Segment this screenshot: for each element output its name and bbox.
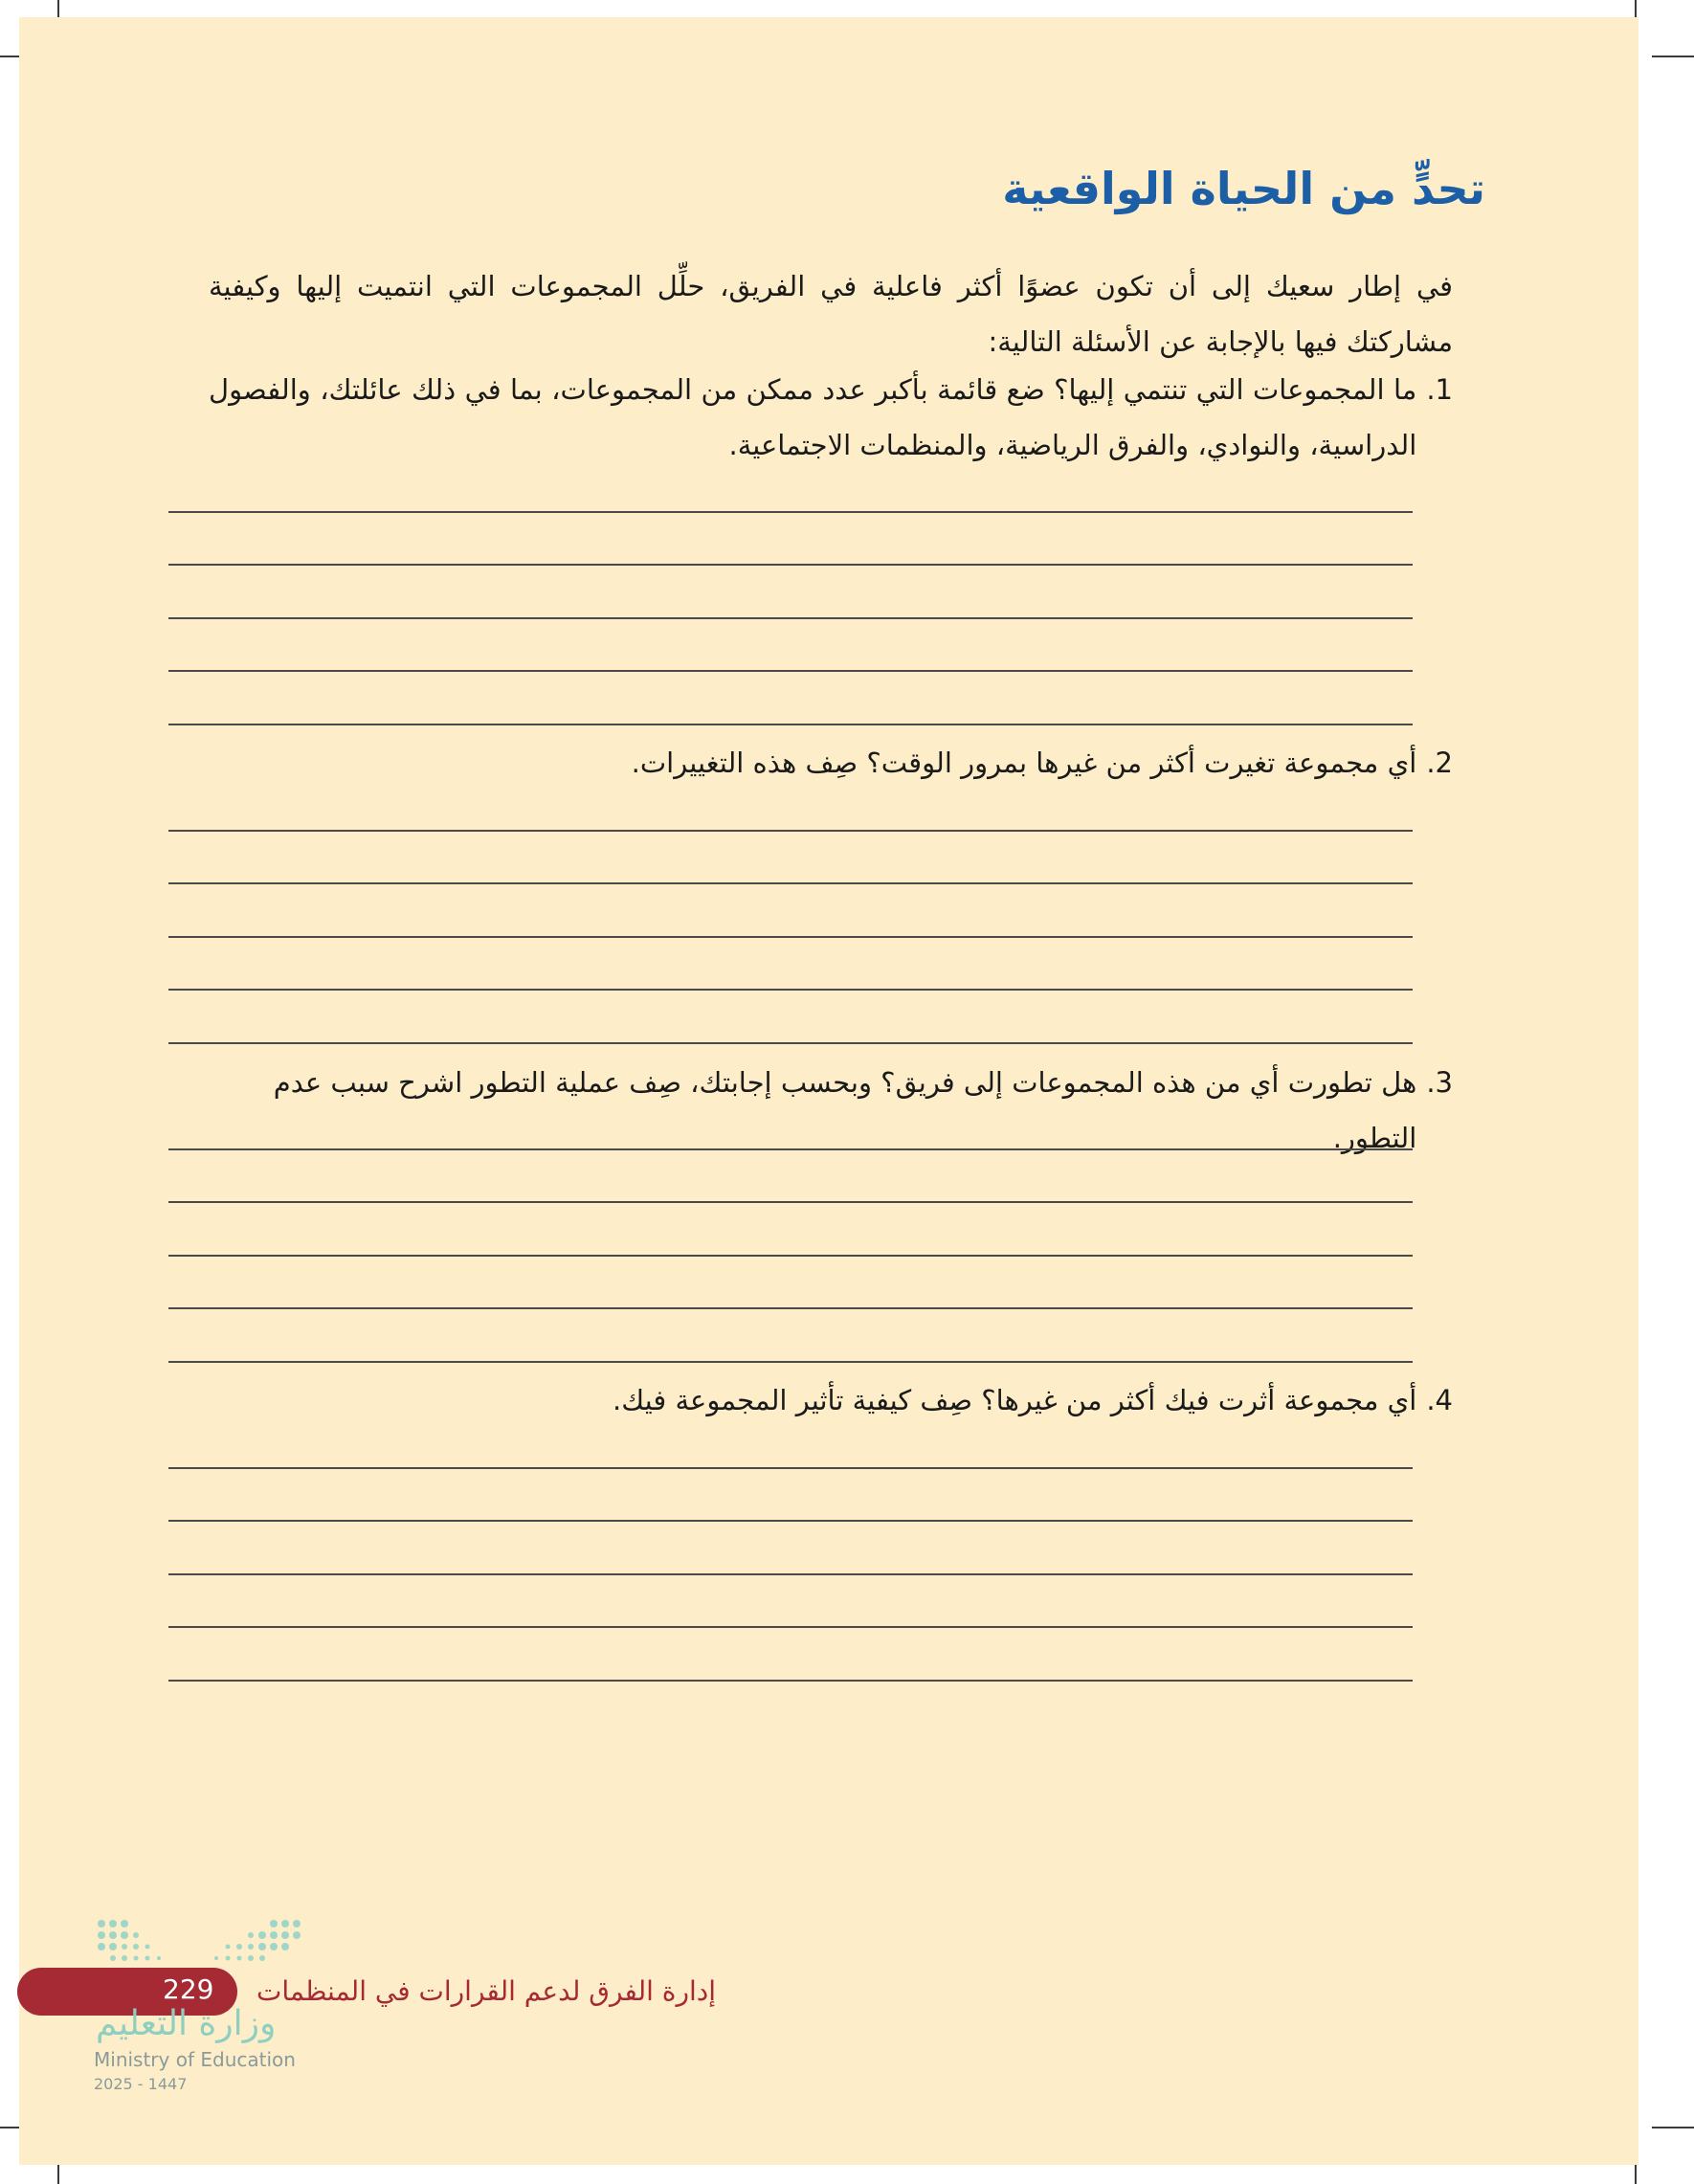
crop-mark bbox=[1652, 56, 1694, 57]
answer-line[interactable] bbox=[168, 1520, 1413, 1522]
answer-line[interactable] bbox=[168, 670, 1413, 672]
answer-line[interactable] bbox=[168, 564, 1413, 566]
question-text: أي مجموعة تغيرت أكثر من غيرها بمرور الوقت؟ صِف هذه التغييرات. bbox=[631, 747, 1417, 779]
question-text: أي مجموعة أثرت فيك أكثر من غيرها؟ صِف كيفية تأثير المجموعة فيك. bbox=[613, 1384, 1417, 1416]
question-number: 1. bbox=[1426, 373, 1453, 406]
intro-paragraph: في إطار سعيك إلى أن تكون عضوًا أكثر فاعلية في الفريق، حلِّل المجموعات التي انتميت إليها وكيفية مشاركتك فيها بالإجابة عن الأسئلة التالية: bbox=[209, 270, 1453, 358]
answer-line[interactable] bbox=[168, 882, 1413, 884]
answer-line[interactable] bbox=[168, 1201, 1413, 1203]
book-title: إدارة الفرق لدعم القرارات في المنظمات bbox=[256, 1975, 717, 2007]
question-number: 2. bbox=[1426, 747, 1453, 779]
crop-mark bbox=[1652, 2127, 1694, 2128]
answer-line[interactable] bbox=[168, 1680, 1413, 1682]
question-2 bbox=[209, 735, 1453, 791]
answer-line[interactable] bbox=[168, 724, 1413, 725]
question-1 bbox=[209, 362, 1453, 473]
question-number: 3. bbox=[1426, 1066, 1453, 1099]
ministry-logo-arabic: وزارة التعليم bbox=[96, 2004, 277, 2043]
answer-line[interactable] bbox=[168, 617, 1413, 619]
page-number: 229 bbox=[163, 1973, 214, 2005]
question-4 bbox=[209, 1372, 1453, 1428]
question-text: هل تطورت أي من هذه المجموعات إلى فريق؟ وبحسب إجابتك، صِف عملية التطور اشرح سبب عدم التطور. bbox=[273, 1066, 1417, 1154]
answer-line[interactable] bbox=[168, 936, 1413, 938]
answer-line[interactable] bbox=[168, 1307, 1413, 1309]
answer-line[interactable] bbox=[168, 1361, 1413, 1363]
question-number: 4. bbox=[1426, 1384, 1453, 1416]
answer-line[interactable] bbox=[168, 1573, 1413, 1575]
answer-line[interactable] bbox=[168, 1255, 1413, 1257]
ministry-logo-english: Ministry of Education bbox=[94, 2048, 296, 2071]
ministry-logo-icon bbox=[92, 1918, 302, 1975]
answer-line[interactable] bbox=[168, 830, 1413, 832]
question-text: ما المجموعات التي تنتمي إليها؟ ضع قائمة بأكبر عدد ممكن من المجموعات، بما في ذلك عائلتك، والفصول الدراسية، والنوادي، والفرق الرياضية، والمنظمات الاجتماعية. bbox=[209, 373, 1417, 461]
answer-line[interactable] bbox=[168, 1042, 1413, 1044]
answer-line[interactable] bbox=[168, 989, 1413, 991]
answer-line[interactable] bbox=[168, 511, 1413, 513]
answer-line[interactable] bbox=[168, 1467, 1413, 1469]
page-title: تحدٍّ من الحياة الواقعية bbox=[1002, 163, 1485, 214]
ministry-logo-year: 2025 - 1447 bbox=[94, 2075, 188, 2093]
answer-line[interactable] bbox=[168, 1626, 1413, 1628]
answer-line[interactable] bbox=[168, 1148, 1413, 1150]
